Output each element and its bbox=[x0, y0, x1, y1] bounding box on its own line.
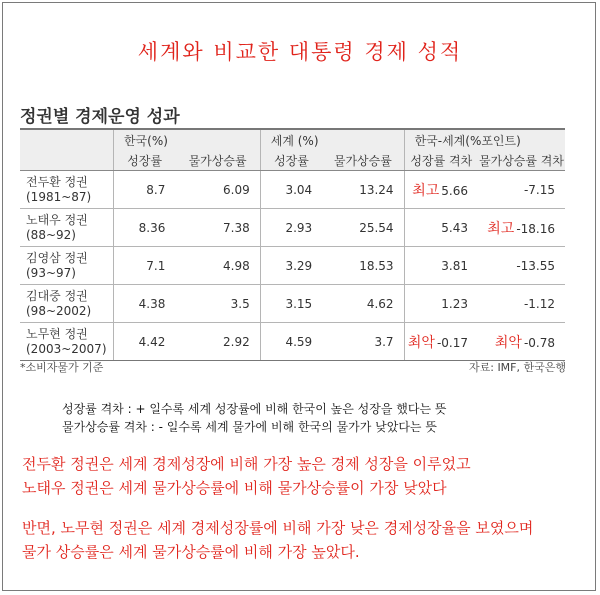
gap-growth-cell: 최악 -0.17 bbox=[404, 323, 478, 361]
kr-price-cell: 4.98 bbox=[175, 247, 260, 285]
regime-cell bbox=[20, 323, 113, 361]
source-note: 자료: IMF, 한국은행 bbox=[468, 361, 566, 374]
world-price-cell: 18.53 bbox=[322, 247, 404, 285]
regime-period: (1981~87) bbox=[26, 189, 92, 204]
gap-price-cell: -1.12 bbox=[478, 285, 565, 323]
badge-label: 최악 bbox=[407, 334, 435, 351]
summary-line: 노태우 정권은 세계 물가상승률에 비해 물가상승률이 가장 낮았다 bbox=[22, 479, 447, 497]
subheader-kr-price: 물가상승률 bbox=[175, 150, 260, 171]
badge-label: 최고 bbox=[412, 182, 440, 199]
world-growth-cell: 3.29 bbox=[260, 247, 322, 285]
summary-paragraph-2 bbox=[22, 516, 533, 564]
regime-period: (88~92) bbox=[26, 227, 76, 242]
regime-cell bbox=[20, 285, 113, 323]
subheader-kr-growth: 성장률 bbox=[113, 150, 175, 171]
kr-price-cell: 2.92 bbox=[175, 323, 260, 361]
legend-growth-gap: 성장률 격차 : + 일수록 세계 성장률에 비해 한국이 높은 성장을 했다는 뜻 bbox=[62, 402, 447, 416]
regime-name: 김대중 정권 bbox=[26, 288, 88, 303]
world-growth-cell: 4.59 bbox=[260, 323, 322, 361]
kr-price-cell: 6.09 bbox=[175, 171, 260, 209]
table-row bbox=[20, 171, 565, 209]
gap-growth-cell: 최고 5.66 bbox=[404, 171, 478, 209]
gap-price-cell: -13.55 bbox=[478, 247, 565, 285]
main-title: 세계와 비교한 대통령 경제 성적 bbox=[137, 40, 463, 64]
regime-period: (93~97) bbox=[26, 265, 76, 280]
badge-label: 최고 bbox=[487, 220, 515, 237]
regime-period: (2003~2007) bbox=[26, 341, 107, 356]
economic-performance-figure bbox=[20, 96, 578, 384]
regime-cell bbox=[20, 209, 113, 247]
kr-growth-cell: 4.38 bbox=[113, 285, 175, 323]
gap-growth-cell: 5.43 bbox=[404, 209, 478, 247]
legend-price-gap: 물가상승률 격차 : - 일수록 세계 물가에 비해 한국의 물가가 낮았다는 뜻 bbox=[62, 420, 437, 434]
group-gap: 한국-세계(%포인트) bbox=[404, 130, 565, 150]
regime-cell bbox=[20, 247, 113, 285]
world-growth-cell: 3.04 bbox=[260, 171, 322, 209]
world-price-cell: 4.62 bbox=[322, 285, 404, 323]
footnote: *소비자물가 기준 bbox=[20, 361, 104, 374]
table-row bbox=[20, 323, 565, 361]
regime-cell bbox=[20, 171, 113, 209]
subheader-gap-price: 물가상승률 격차 bbox=[478, 150, 565, 171]
world-price-cell: 13.24 bbox=[322, 171, 404, 209]
kr-price-cell: 7.38 bbox=[175, 209, 260, 247]
kr-growth-cell: 4.42 bbox=[113, 323, 175, 361]
badge-label: 최악 bbox=[494, 334, 522, 351]
regime-name: 노태우 정권 bbox=[26, 212, 88, 227]
kr-growth-cell: 8.7 bbox=[113, 171, 175, 209]
summary-paragraph-1 bbox=[22, 452, 471, 500]
kr-price-cell: 3.5 bbox=[175, 285, 260, 323]
gap-growth-cell: 3.81 bbox=[404, 247, 478, 285]
regime-name: 노무현 정권 bbox=[26, 326, 88, 341]
gap-growth-cell: 1.23 bbox=[404, 285, 478, 323]
group-header-row bbox=[20, 130, 565, 150]
summary-line: 전두환 정권은 세계 경제성장에 비해 가장 높은 경제 성장을 이루었고 bbox=[22, 455, 471, 473]
table-row bbox=[20, 209, 565, 247]
world-growth-cell: 2.93 bbox=[260, 209, 322, 247]
table-row bbox=[20, 247, 565, 285]
subheader-w-price: 물가상승률 bbox=[322, 150, 404, 171]
figure-title: 정권별 경제운영 성과 bbox=[20, 107, 180, 127]
kr-growth-cell: 8.36 bbox=[113, 209, 175, 247]
sub-header-row bbox=[20, 150, 565, 171]
regime-period: (98~2002) bbox=[26, 303, 92, 318]
group-world: 세계 (%) bbox=[260, 130, 404, 150]
subheader-w-growth: 성장률 bbox=[260, 150, 322, 171]
regime-name: 김영삼 정권 bbox=[26, 250, 88, 265]
gap-price-cell: 최악 -0.78 bbox=[478, 323, 565, 361]
performance-table bbox=[20, 130, 565, 361]
summary-line: 반면, 노무현 정권은 세계 경제성장률에 비해 가장 낮은 경제성장율을 보였으며 bbox=[22, 519, 534, 537]
world-growth-cell: 3.15 bbox=[260, 285, 322, 323]
summary-line: 물가 상승률은 세계 물가상승률에 비해 가장 높았다. bbox=[22, 543, 360, 561]
subheader-gap-growth: 성장률 격차 bbox=[404, 150, 478, 171]
world-price-cell: 25.54 bbox=[322, 209, 404, 247]
table-row bbox=[20, 285, 565, 323]
gap-price-cell: 최고 -18.16 bbox=[478, 209, 565, 247]
regime-name: 전두환 정권 bbox=[26, 174, 88, 189]
world-price-cell: 3.7 bbox=[322, 323, 404, 361]
group-korea: 한국(%) bbox=[113, 130, 260, 150]
legend bbox=[62, 400, 446, 436]
gap-price-cell: -7.15 bbox=[478, 171, 565, 209]
kr-growth-cell: 7.1 bbox=[113, 247, 175, 285]
